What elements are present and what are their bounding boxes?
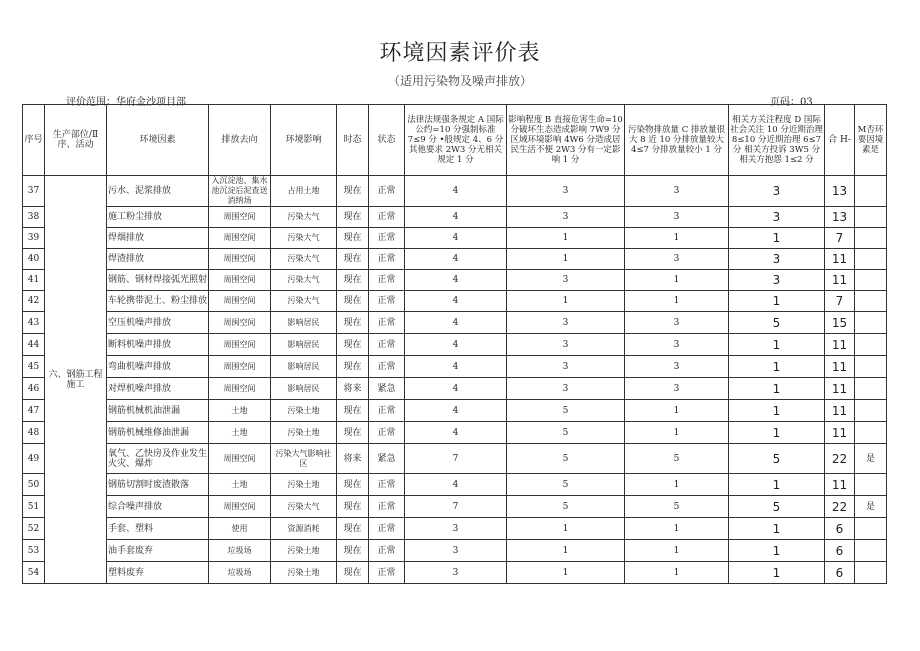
factor-cell: 断料机噪声排放	[107, 334, 209, 356]
score-d-cell: 3	[729, 176, 825, 207]
state-cell: 正常	[369, 474, 405, 496]
discharge-cell: 周围空间	[209, 444, 271, 474]
table-row	[23, 291, 887, 312]
score-b-cell: 1	[507, 562, 625, 584]
impact-cell: 污染土地	[271, 540, 337, 562]
total-cell: 11	[825, 270, 855, 291]
factor-cell: 对焊机噪声排放	[107, 378, 209, 400]
tense-cell: 现在	[337, 518, 369, 540]
table-row	[23, 400, 887, 422]
significant-cell	[855, 312, 887, 334]
seq-cell: 49	[23, 444, 45, 474]
tense-cell: 现在	[337, 207, 369, 228]
impact-cell: 污染土地	[271, 422, 337, 444]
factor-cell: 综合噪声排放	[107, 496, 209, 518]
seq-cell: 39	[23, 228, 45, 249]
significant-cell	[855, 518, 887, 540]
tense-cell: 现在	[337, 228, 369, 249]
significant-cell	[855, 474, 887, 496]
seq-cell: 54	[23, 562, 45, 584]
score-c-cell: 1	[625, 518, 729, 540]
header-significant: M否环要因境素是	[855, 105, 887, 176]
score-c-cell: 3	[625, 378, 729, 400]
seq-cell: 52	[23, 518, 45, 540]
score-b-cell: 3	[507, 270, 625, 291]
group-label: 六、钢筋工程施工	[48, 369, 103, 390]
score-b-cell: 1	[507, 518, 625, 540]
impact-cell: 影响居民	[271, 356, 337, 378]
score-a-cell: 4	[405, 400, 507, 422]
significant-cell	[855, 378, 887, 400]
score-c-cell: 3	[625, 207, 729, 228]
discharge-cell: 垃圾场	[209, 540, 271, 562]
discharge-cell: 周闽空间	[209, 312, 271, 334]
total-cell: 6	[825, 518, 855, 540]
header-impact: 环境影响	[271, 105, 337, 176]
score-b-cell: 5	[507, 400, 625, 422]
header-criterion-c: 污染物排放量 C 排放量很大 8 近 10 分排放量较大 4≤7 分排放量较小 1 分	[625, 105, 729, 176]
score-b-cell: 3	[507, 334, 625, 356]
table-row	[23, 249, 887, 270]
total-cell: 22	[825, 444, 855, 474]
seq-cell: 44	[23, 334, 45, 356]
table-row	[23, 444, 887, 474]
score-c-cell: 3	[625, 176, 729, 207]
tense-cell: 现在	[337, 496, 369, 518]
tense-cell: 现在	[337, 540, 369, 562]
score-a-cell: 4	[405, 291, 507, 312]
score-d-cell: 3	[729, 207, 825, 228]
total-cell: 15	[825, 312, 855, 334]
score-d-cell: 1	[729, 228, 825, 249]
table-row	[23, 207, 887, 228]
impact-cell: 污染大气	[271, 270, 337, 291]
score-d-cell: 1	[729, 562, 825, 584]
factor-cell: 焊渣排放	[107, 249, 209, 270]
impact-cell: 污染大气	[271, 291, 337, 312]
score-a-cell: 4	[405, 356, 507, 378]
score-b-cell: 3	[507, 378, 625, 400]
table-row	[23, 270, 887, 291]
significant-cell	[855, 176, 887, 207]
score-d-cell: 1	[729, 474, 825, 496]
score-c-cell: 5	[625, 496, 729, 518]
state-cell: 正常	[369, 422, 405, 444]
score-c-cell: 1	[625, 228, 729, 249]
discharge-cell: 土地	[209, 422, 271, 444]
table-body	[23, 176, 887, 584]
score-c-cell: 3	[625, 312, 729, 334]
significant-cell: 是	[855, 496, 887, 518]
score-b-cell: 1	[507, 228, 625, 249]
discharge-cell: 周围空间	[209, 291, 271, 312]
factor-cell: 施工粉尘排放	[107, 207, 209, 228]
impact-cell: 占用土地	[271, 176, 337, 207]
score-c-cell: 1	[625, 540, 729, 562]
score-c-cell: 1	[625, 562, 729, 584]
header-criterion-d: 相关方关注程度 D 国际社会关注 10 分近期治理 8≤10 分近期治理 6≤7 分 相关方投诉 3W5 分相关方抱怨 1≤2 分	[729, 105, 825, 176]
total-cell: 11	[825, 334, 855, 356]
score-b-cell: 3	[507, 312, 625, 334]
score-b-cell: 1	[507, 540, 625, 562]
total-cell: 11	[825, 356, 855, 378]
tense-cell: 现在	[337, 291, 369, 312]
factor-cell: 空压机噪声排放	[107, 312, 209, 334]
score-d-cell: 1	[729, 518, 825, 540]
table-row	[23, 228, 887, 249]
score-c-cell: 3	[625, 249, 729, 270]
factor-cell: 手套、塑料	[107, 518, 209, 540]
score-b-cell: 5	[507, 422, 625, 444]
score-c-cell: 1	[625, 474, 729, 496]
discharge-cell: 土地	[209, 400, 271, 422]
factor-cell: 焊烟排放	[107, 228, 209, 249]
impact-cell: 污染大气影响社区	[271, 444, 337, 474]
table-row	[23, 334, 887, 356]
state-cell: 正常	[369, 334, 405, 356]
state-cell: 正常	[369, 562, 405, 584]
score-c-cell: 1	[625, 270, 729, 291]
seq-cell: 46	[23, 378, 45, 400]
state-cell: 正常	[369, 207, 405, 228]
score-d-cell: 3	[729, 270, 825, 291]
significant-cell	[855, 422, 887, 444]
tense-cell: 现在	[337, 422, 369, 444]
impact-cell: 污染大气	[271, 496, 337, 518]
seq-cell: 37	[23, 176, 45, 207]
table-header-row	[23, 105, 887, 176]
total-cell: 13	[825, 207, 855, 228]
total-cell: 6	[825, 540, 855, 562]
score-d-cell: 1	[729, 291, 825, 312]
seq-cell: 47	[23, 400, 45, 422]
score-d-cell: 1	[729, 356, 825, 378]
state-cell: 正常	[369, 540, 405, 562]
discharge-cell: 周围空间	[209, 249, 271, 270]
factor-cell: 钢筋机械机油泄漏	[107, 400, 209, 422]
state-cell: 正常	[369, 291, 405, 312]
seq-cell: 51	[23, 496, 45, 518]
score-b-cell: 1	[507, 291, 625, 312]
score-b-cell: 5	[507, 496, 625, 518]
score-a-cell: 7	[405, 444, 507, 474]
significant-cell	[855, 249, 887, 270]
state-cell: 正常	[369, 356, 405, 378]
seq-cell: 50	[23, 474, 45, 496]
score-b-cell: 5	[507, 444, 625, 474]
total-cell: 6	[825, 562, 855, 584]
score-a-cell: 4	[405, 422, 507, 444]
score-d-cell: 1	[729, 540, 825, 562]
header-seq: 序号	[23, 105, 45, 176]
state-cell: 正常	[369, 270, 405, 291]
state-cell: 正常	[369, 228, 405, 249]
significant-cell	[855, 291, 887, 312]
page-number: 页码：03	[770, 97, 813, 108]
score-a-cell: 4	[405, 207, 507, 228]
factor-cell: 油手套废弃	[107, 540, 209, 562]
impact-cell: 污染大气	[271, 207, 337, 228]
significant-cell	[855, 356, 887, 378]
tense-cell: 现在	[337, 334, 369, 356]
factor-cell: 车轮携带泥土、粉尘排放	[107, 291, 209, 312]
factor-cell: 钢筋切割时废渣散落	[107, 474, 209, 496]
score-a-cell: 4	[405, 249, 507, 270]
page-title: 环境因素评价表	[379, 41, 541, 66]
significant-cell	[855, 562, 887, 584]
score-d-cell: 1	[729, 400, 825, 422]
seq-cell: 48	[23, 422, 45, 444]
score-a-cell: 3	[405, 540, 507, 562]
table-row	[23, 474, 887, 496]
seq-cell: 38	[23, 207, 45, 228]
factor-cell: 塑料废弃	[107, 562, 209, 584]
header-total: 合 H-	[825, 105, 855, 176]
score-a-cell: 4	[405, 312, 507, 334]
table-row	[23, 496, 887, 518]
significant-cell	[855, 228, 887, 249]
header-criterion-a: 法律法规强条规定 A 国际公约=10 分强制标准 7≤9 分 •般规定 4、6 分 其他要求 2W3 分无相关规定 1 分	[405, 105, 507, 176]
discharge-cell: 周围空间	[209, 270, 271, 291]
total-cell: 11	[825, 400, 855, 422]
score-d-cell: 1	[729, 378, 825, 400]
state-cell: 正常	[369, 518, 405, 540]
state-cell: 正常	[369, 496, 405, 518]
discharge-cell: 使用	[209, 518, 271, 540]
significant-cell	[855, 334, 887, 356]
total-cell: 13	[825, 176, 855, 207]
factor-cell: 钢筋机械维修油泄漏	[107, 422, 209, 444]
score-b-cell: 3	[507, 176, 625, 207]
discharge-cell: 垃圾场	[209, 562, 271, 584]
header-discharge: 排放去向	[209, 105, 271, 176]
header-dept: 生产部位/Ⅱ序、活动	[45, 105, 107, 176]
total-cell: 22	[825, 496, 855, 518]
score-a-cell: 4	[405, 270, 507, 291]
table-row	[23, 562, 887, 584]
discharge-cell: 周围空间	[209, 334, 271, 356]
score-a-cell: 3	[405, 518, 507, 540]
state-cell: 正常	[369, 176, 405, 207]
state-cell: 正常	[369, 400, 405, 422]
impact-cell: 污染大气	[271, 249, 337, 270]
significant-cell	[855, 207, 887, 228]
tense-cell: 现在	[337, 400, 369, 422]
table-row	[23, 540, 887, 562]
seq-cell: 41	[23, 270, 45, 291]
state-cell: 紧急	[369, 444, 405, 474]
discharge-cell: 土地	[209, 474, 271, 496]
factor-cell: 弯曲机噪声排放	[107, 356, 209, 378]
tense-cell: 现在	[337, 562, 369, 584]
state-cell: 正常	[369, 249, 405, 270]
score-d-cell: 1	[729, 422, 825, 444]
impact-cell: 污染土地	[271, 474, 337, 496]
table-row	[23, 312, 887, 334]
discharge-cell: 入沉淀池、集水池沉淀后泥查送消纳场	[209, 176, 271, 207]
header-state: 状态	[369, 105, 405, 176]
score-a-cell: 7	[405, 496, 507, 518]
tense-cell: 现在	[337, 176, 369, 207]
significant-cell	[855, 270, 887, 291]
seq-cell: 53	[23, 540, 45, 562]
table-row	[23, 378, 887, 400]
impact-cell: 污染土地	[271, 400, 337, 422]
seq-cell: 45	[23, 356, 45, 378]
score-c-cell: 1	[625, 400, 729, 422]
discharge-cell: 周围空间	[209, 378, 271, 400]
tense-cell: 现在	[337, 356, 369, 378]
score-b-cell: 1	[507, 249, 625, 270]
header-criterion-b: 影响程度 B 直接危害生命=10 分破坏生态造成影响 7W9 分区域环境影响 4W6 分造成居民生活不便 2W3 分有一定影响 1 分	[507, 105, 625, 176]
evaluation-table	[22, 104, 887, 584]
score-d-cell: 3	[729, 249, 825, 270]
score-c-cell: 1	[625, 422, 729, 444]
seq-cell: 40	[23, 249, 45, 270]
score-d-cell: 5	[729, 312, 825, 334]
discharge-cell: 周围空间	[209, 228, 271, 249]
impact-cell: 资源消耗	[271, 518, 337, 540]
score-a-cell: 4	[405, 334, 507, 356]
score-a-cell: 4	[405, 378, 507, 400]
discharge-cell: 周围空间	[209, 356, 271, 378]
total-cell: 11	[825, 378, 855, 400]
tense-cell: 将来	[337, 378, 369, 400]
total-cell: 11	[825, 422, 855, 444]
table-row	[23, 356, 887, 378]
tense-cell: 现在	[337, 270, 369, 291]
table-row	[23, 176, 887, 207]
score-c-cell: 3	[625, 334, 729, 356]
factor-cell: 氧气、乙快房及作业发生火灾、爆炸	[107, 444, 209, 474]
significant-cell	[855, 540, 887, 562]
score-a-cell: 4	[405, 474, 507, 496]
tense-cell: 将来	[337, 444, 369, 474]
impact-cell: 影响居民	[271, 378, 337, 400]
impact-cell: 影响居民	[271, 334, 337, 356]
score-c-cell: 5	[625, 444, 729, 474]
score-c-cell: 3	[625, 356, 729, 378]
score-a-cell: 3	[405, 562, 507, 584]
discharge-cell: 周围空间	[209, 207, 271, 228]
score-d-cell: 1	[729, 334, 825, 356]
total-cell: 11	[825, 249, 855, 270]
table-row	[23, 422, 887, 444]
impact-cell: 污染土地	[271, 562, 337, 584]
score-d-cell: 5	[729, 444, 825, 474]
total-cell: 7	[825, 228, 855, 249]
factor-cell: 污水、泥浆排放	[107, 176, 209, 207]
score-b-cell: 5	[507, 474, 625, 496]
tense-cell: 现在	[337, 474, 369, 496]
scope-label: 评价范围：华府金沙项目部	[66, 97, 186, 108]
score-b-cell: 3	[507, 207, 625, 228]
table-row	[23, 518, 887, 540]
impact-cell: 污染大气	[271, 228, 337, 249]
header-tense: 时态	[337, 105, 369, 176]
significant-cell	[855, 400, 887, 422]
tense-cell: 现在	[337, 249, 369, 270]
discharge-cell: 周围空间	[209, 496, 271, 518]
score-c-cell: 1	[625, 291, 729, 312]
seq-cell: 43	[23, 312, 45, 334]
page-subtitle: （适用污染物及噪声排放）	[387, 74, 532, 88]
score-b-cell: 3	[507, 356, 625, 378]
factor-cell: 钢筋、钢材焊接弧光照射	[107, 270, 209, 291]
state-cell: 紧急	[369, 378, 405, 400]
total-cell: 11	[825, 474, 855, 496]
score-a-cell: 4	[405, 176, 507, 207]
group-cell	[45, 176, 107, 584]
state-cell: 正常	[369, 312, 405, 334]
total-cell: 7	[825, 291, 855, 312]
header-factor: 环境因素	[107, 105, 209, 176]
score-d-cell: 5	[729, 496, 825, 518]
impact-cell: 影响居民	[271, 312, 337, 334]
tense-cell: 现在	[337, 312, 369, 334]
score-a-cell: 4	[405, 228, 507, 249]
significant-cell: 是	[855, 444, 887, 474]
seq-cell: 42	[23, 291, 45, 312]
